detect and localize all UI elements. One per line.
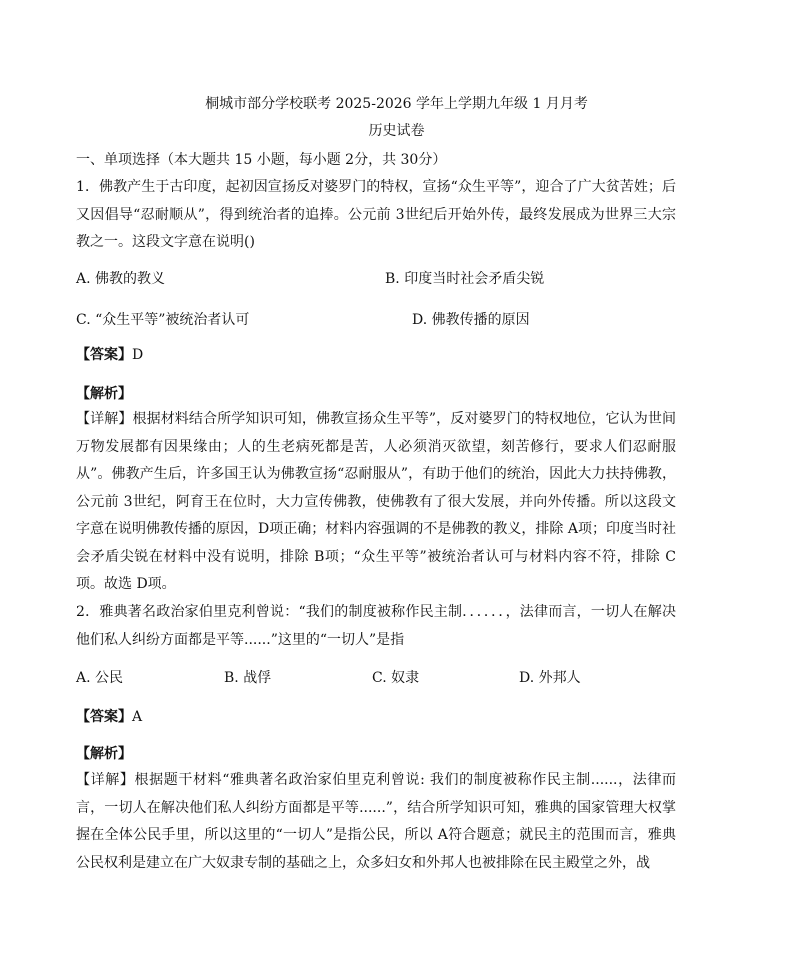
q1-option-d: D. 佛教传播的原因: [412, 312, 530, 328]
q1-detail: 【详解】根据材料结合所学知识可知，佛教宣扬众生平等”，反对婆罗门的特权地位，它认为世间万物发展都有因果缘由；人的生老病死都是苦，人必须消灭欲望，刻苦修行，要求人们忍耐服从”。佛教产生后，许多国王认为佛教宣扬“忍耐服从”，有助于他们的统治，因此大力扶持佛教，公元前 3世纪，阿育王在位时，大力宣传佛教，使佛教有了很大发展，并向外传播。所以这段文字意在说明佛教传播的原因，D项正确；材料内容强调的不是佛教的教义，排除 A项；印度当时社会矛盾尖锐在材料中没有说明，排除 B项；“众生平等”被统治者认可与材料内容不符，排除 C项。故选 D项。: [76, 411, 676, 592]
question-2-stem: 2．雅典著名政治家伯里克利曾说：“我们的制度被称作民主制．．．．．．，法律而言，一切人在解决他们私人纠纷方面都是平等......”这里的“一切人”是指: [76, 604, 676, 648]
q2-analysis-label: 【解析】: [76, 746, 132, 762]
q1-answer-value: D: [132, 347, 144, 363]
exam-title: 桐城市部分学校联考 2025-2026 学年上学期九年级 1 月月考: [205, 96, 588, 112]
q1-option-b: B. 印度当时社会矛盾尖锐: [385, 271, 545, 287]
q1-option-a: A. 佛教的教义: [76, 271, 166, 287]
q2-answer-value: A: [132, 709, 143, 725]
q1-option-c: C. “众生平等”被统治者认可: [76, 312, 250, 328]
q1-answer: [76, 346, 143, 364]
q2-option-c: C. 奴隶: [372, 670, 420, 686]
q2-answer-label: 【答案】: [76, 709, 132, 725]
q2-answer: [76, 708, 142, 726]
q1-answer-label: 【答案】: [76, 347, 132, 363]
section-heading: 一、单项选择（本大题共 15 小题，每小题 2分，共 30分）: [76, 152, 447, 168]
q2-option-a: A. 公民: [76, 670, 124, 686]
question-1-stem: 1．佛教产生于古印度，起初因宣扬反对婆罗门的特权，宣扬“众生平等”，迎合了广大贫苦姓；后又因倡导“忍耐顺从”，得到统治者的追捧。公元前 3世纪后开始外传，最终发展成为世界三大宗教之一。这段文字意在说明(): [76, 179, 676, 250]
q2-option-d: D. 外邦人: [519, 670, 581, 686]
q2-option-b: B. 战俘: [224, 670, 272, 686]
q1-analysis-label: 【解析】: [76, 386, 132, 402]
q2-detail: 【详解】根据题干材料“雅典著名政治家伯里克利曾说: 我们的制度被称作民主制......，法律而言，一切人在解决他们私人纠纷方面都是平等......”，结合所学知识可知，雅典的国家管理大权掌握在全体公民手里，所以这里的“一切人”是指公民，所以 A符合题意；就民主的范围而言，雅典公民权利是建立在广大奴隶专制的基础之上，众多妇女和外邦人也被排除在民主殿堂之外，战: [76, 772, 676, 871]
subject-title: 历史试卷: [368, 123, 425, 139]
